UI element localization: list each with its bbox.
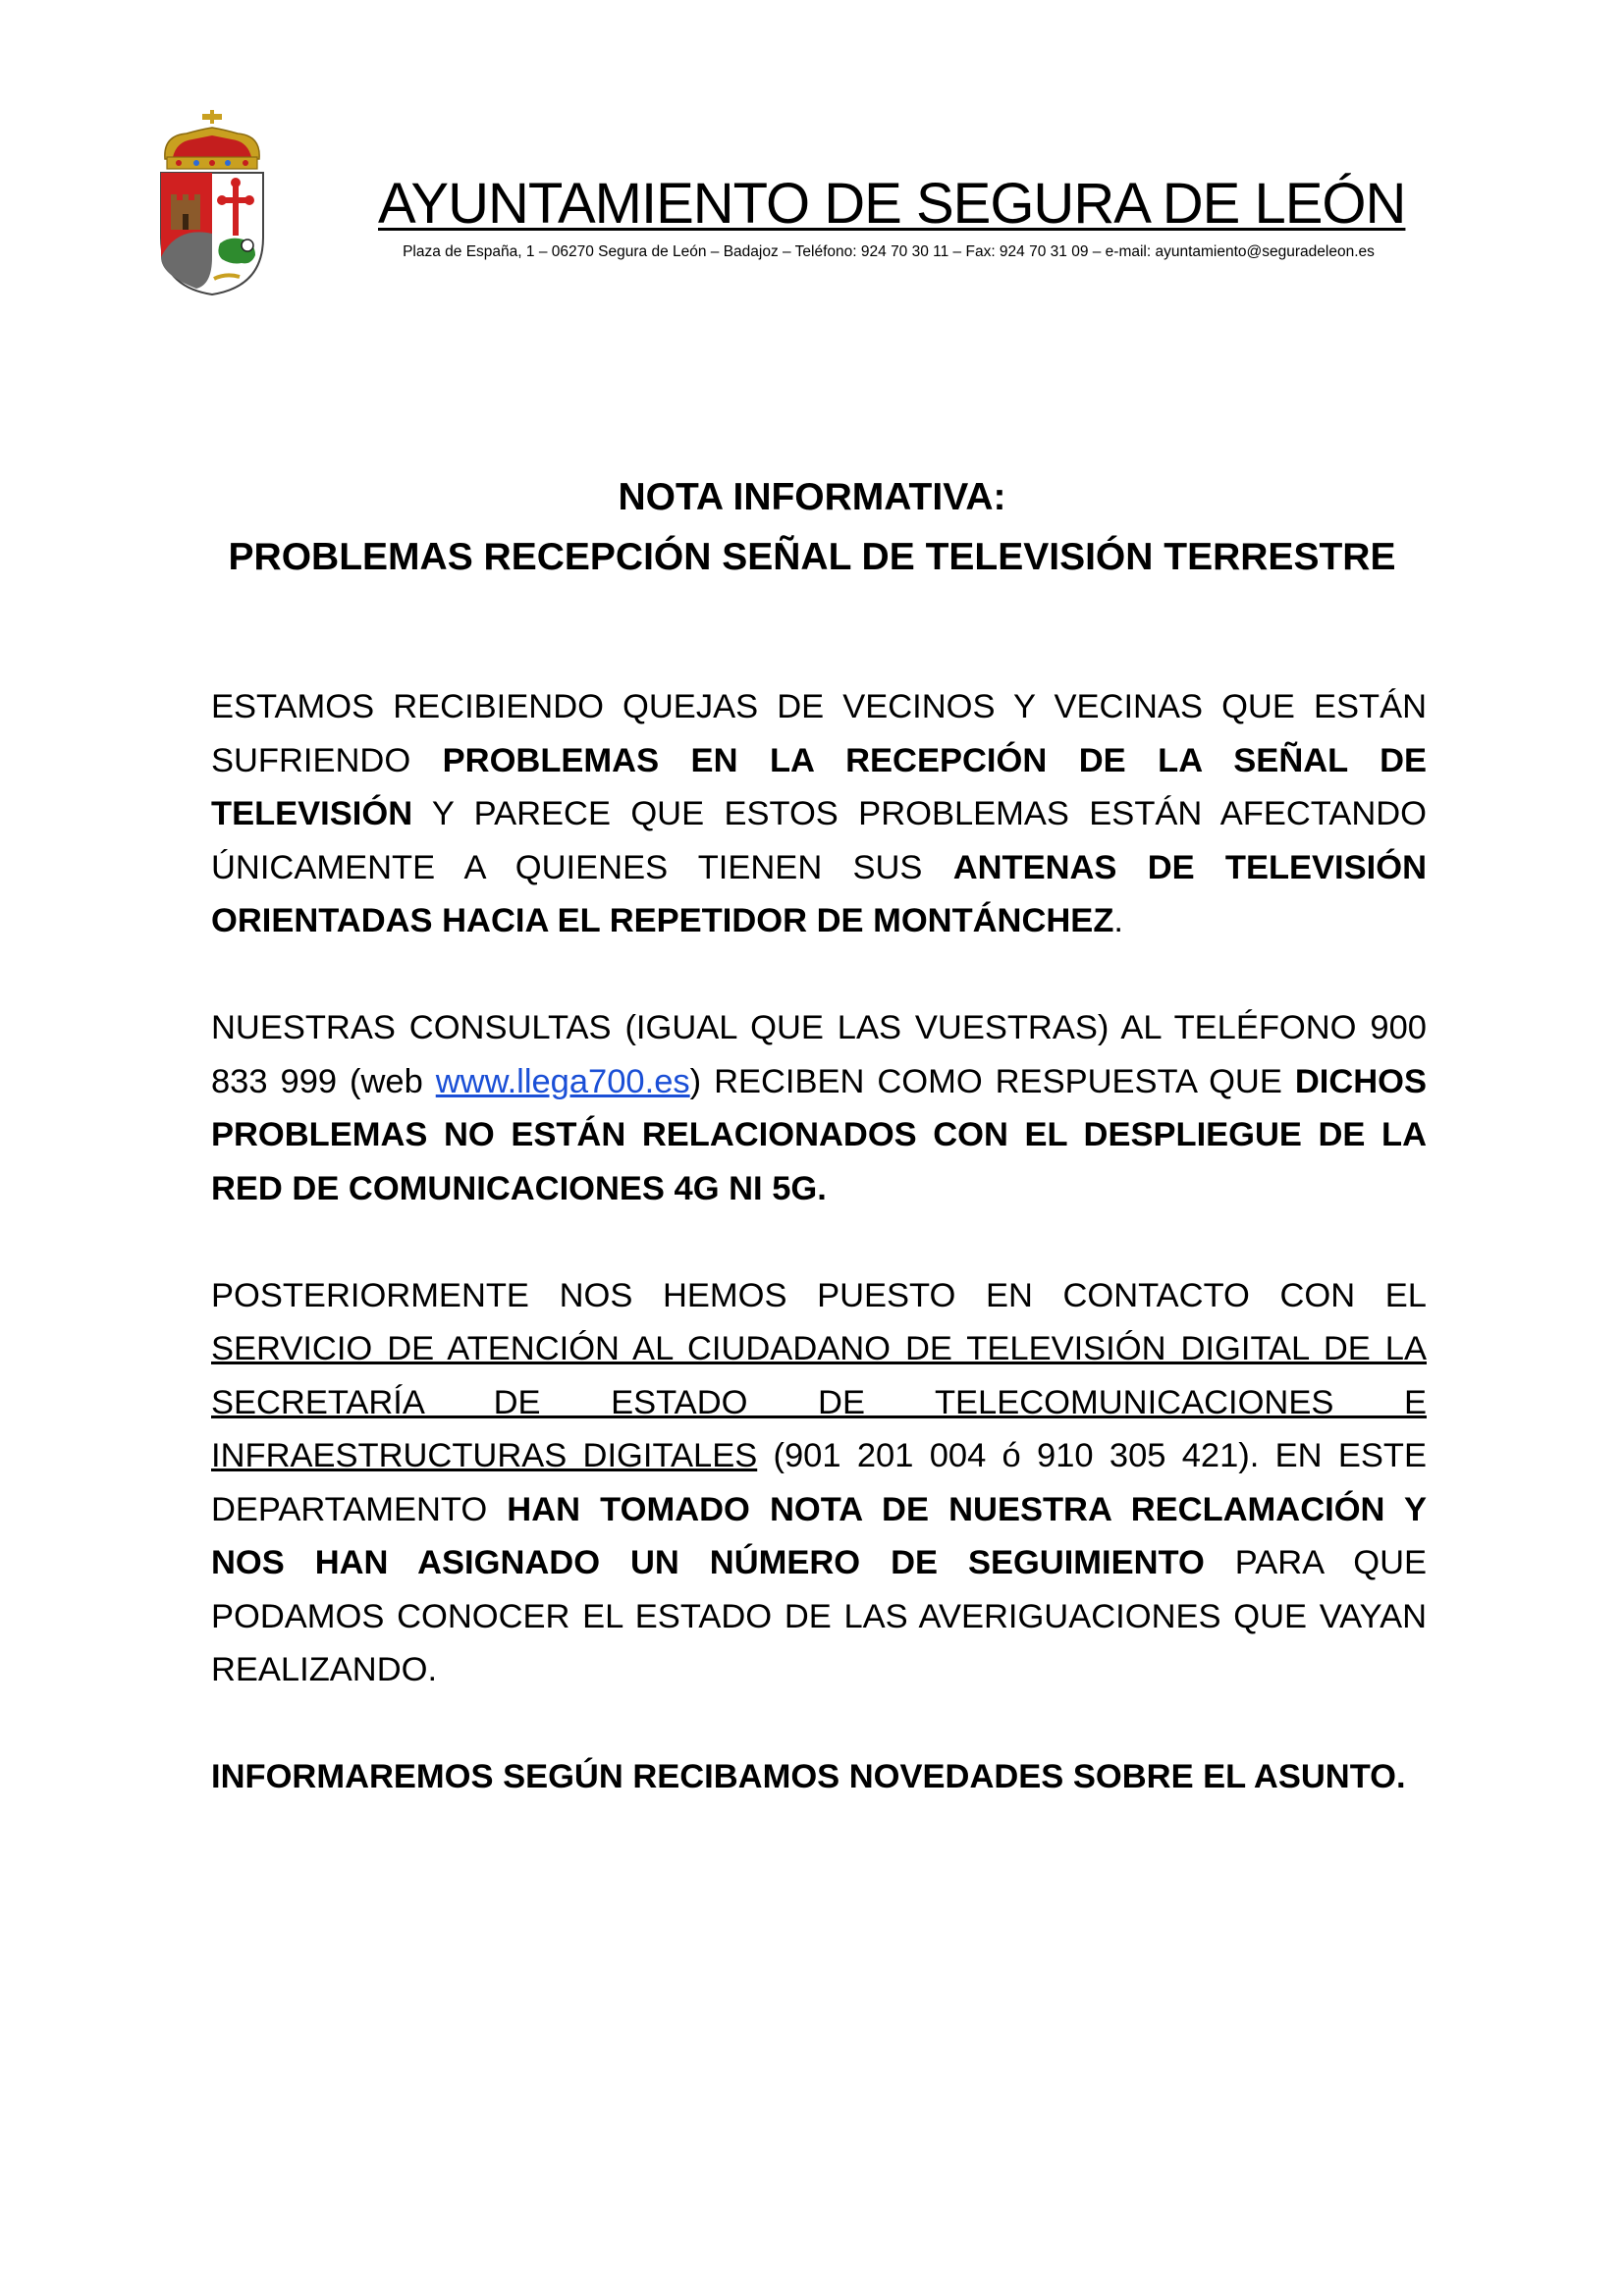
organization-name: AYUNTAMIENTO DE SEGURA DE LEÓN [378,172,1406,236]
shield-icon [161,173,263,294]
bold-text: HAN TOMADO NOTA DE NUESTRA RECLAMACIÓN Y NOS HAN ASIGNADO UN NÚMERO DE SEGUIMIENTO [211,1490,1427,1581]
crown-icon [165,110,259,169]
document-subtitle: PROBLEMAS RECEPCIÓN SEÑAL DE TELEVISIÓN TERRESTRE [228,536,1396,578]
bold-text: DICHOS PROBLEMAS NO ESTÁN RELACIONADOS CON EL DESPLIEGUE DE LA RED DE COMUNICACIONES 4G NI 5G. [211,1062,1427,1207]
underlined-text: SERVICIO DE ATENCIÓN AL CIUDADANO DE TELEVISIÓN DIGITAL DE LA SECRETARÍA DE ESTADO DE TELECOMUNICACIONES E INFRAESTRUCTURAS DIGITALES [211,1330,1427,1474]
paragraph-text: . [1113,902,1123,939]
organization-address: Plaza de España, 1 – 06270 Segura de León – Badajoz – Teléfono: 924 70 30 11 – Fax: 924 70 31 09 – e-mail: ayuntamiento@seguradeleon.es [403,243,1375,260]
paragraph-text: POSTERIORMENTE NOS HEMOS PUESTO EN CONTACTO CON EL [211,1276,1427,1314]
notice-body [211,680,1427,1857]
website-link[interactable]: www.llega700.es [435,1062,690,1100]
paragraph-text: PARA QUE PODAMOS CONOCER EL ESTADO DE LAS AVERIGUACIONES QUE VAYAN REALIZANDO. [211,1544,1427,1688]
paragraph-text: ) RECIBEN COMO RESPUESTA QUE [689,1062,1295,1100]
bold-text: ANTENAS DE TELEVISIÓN ORIENTADAS HACIA EL REPETIDOR DE MONTÁNCHEZ [211,848,1427,939]
paragraph-2 [211,1001,1427,1215]
document-title: NOTA INFORMATIVA: [618,476,1006,518]
paragraph-3 [211,1269,1427,1697]
paragraph-4 [211,1750,1427,1804]
paragraph-text: NUESTRAS CONSULTAS (IGUAL QUE LAS VUESTRAS) AL TELÉFONO 900 833 999 (web [211,1009,1427,1100]
paragraph-text: ESTAMOS RECIBIENDO QUEJAS DE VECINOS Y VECINAS QUE ESTÁN SUFRIENDO [211,688,1427,779]
paragraph-1 [211,680,1427,948]
municipal-coat-of-arms-icon [157,110,267,296]
paragraph-text: Y PARECE QUE ESTOS PROBLEMAS ESTÁN AFECTANDO ÚNICAMENTE A QUIENES TIENEN SUS [211,795,1427,886]
paragraph-text: (901 201 004 ó 910 305 421). EN ESTE DEPARTAMENTO [211,1437,1427,1528]
bold-text: PROBLEMAS EN LA RECEPCIÓN DE LA SEÑAL DE TELEVISIÓN [211,741,1427,832]
bold-text: INFORMAREMOS SEGÚN RECIBAMOS NOVEDADES SOBRE EL ASUNTO. [211,1758,1406,1795]
